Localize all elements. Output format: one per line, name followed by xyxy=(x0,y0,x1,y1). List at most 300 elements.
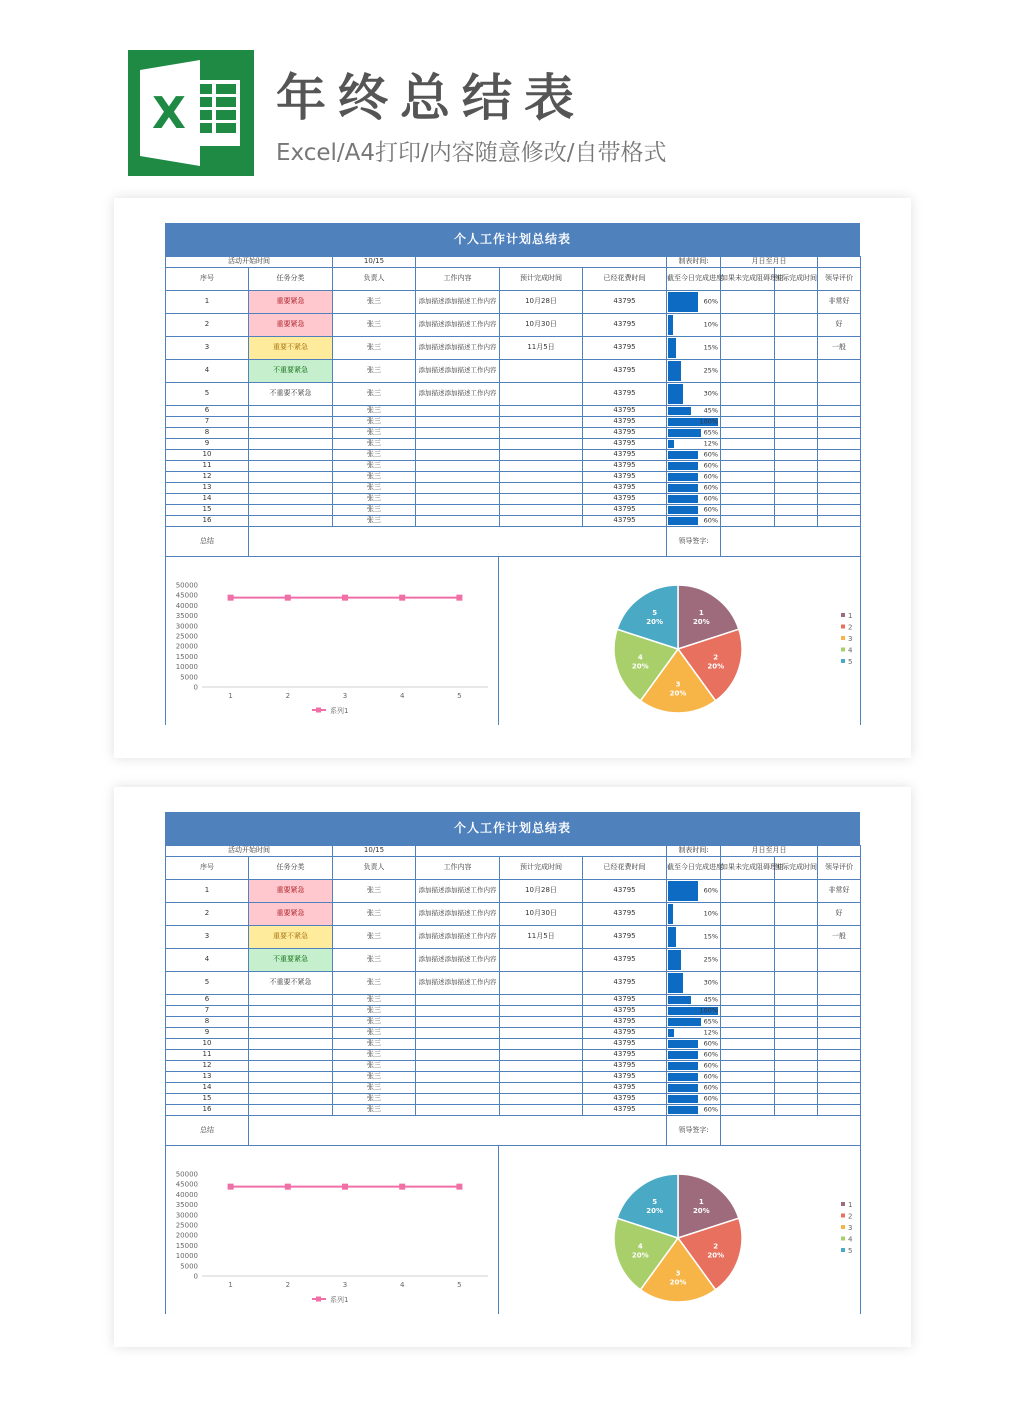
spent-time-cell[interactable]: 43795 xyxy=(583,1061,667,1072)
evaluation-cell[interactable] xyxy=(818,995,861,1006)
evaluation-cell[interactable] xyxy=(818,505,861,516)
column-header[interactable]: 序号 xyxy=(166,857,249,880)
empty-cell[interactable] xyxy=(416,257,667,268)
spent-time-cell[interactable]: 43795 xyxy=(583,972,667,995)
progress-cell[interactable] xyxy=(667,472,721,483)
planned-time-cell[interactable] xyxy=(500,1072,583,1083)
owner-cell[interactable]: 张三 xyxy=(333,1050,416,1061)
progress-cell[interactable] xyxy=(667,483,721,494)
row-number-cell[interactable]: 12 xyxy=(166,472,249,483)
owner-cell[interactable]: 张三 xyxy=(333,516,416,527)
spent-time-cell[interactable]: 43795 xyxy=(583,926,667,949)
category-cell[interactable]: 重要不紧急 xyxy=(249,337,333,360)
spent-time-cell[interactable]: 43795 xyxy=(583,483,667,494)
owner-cell[interactable]: 张三 xyxy=(333,417,416,428)
reason-cell[interactable] xyxy=(721,406,775,417)
content-cell[interactable]: 添加描述添加描述工作内容 xyxy=(416,337,500,360)
row-number-cell[interactable]: 10 xyxy=(166,450,249,461)
planned-time-cell[interactable] xyxy=(500,995,583,1006)
spent-time-cell[interactable]: 43795 xyxy=(583,406,667,417)
category-cell[interactable] xyxy=(249,1105,333,1116)
category-cell[interactable]: 不重要紧急 xyxy=(249,949,333,972)
evaluation-cell[interactable] xyxy=(818,1028,861,1039)
column-header[interactable]: 预计完成时间 xyxy=(500,268,583,291)
evaluation-cell[interactable] xyxy=(818,439,861,450)
category-cell[interactable] xyxy=(249,417,333,428)
reason-cell[interactable] xyxy=(721,1072,775,1083)
row-number-cell[interactable]: 15 xyxy=(166,1094,249,1105)
actual-time-cell[interactable] xyxy=(775,1072,818,1083)
content-cell[interactable]: 添加描述添加描述工作内容 xyxy=(416,880,500,903)
category-cell[interactable] xyxy=(249,1050,333,1061)
owner-cell[interactable]: 张三 xyxy=(333,1028,416,1039)
actual-time-cell[interactable] xyxy=(775,291,818,314)
sign-input[interactable] xyxy=(721,1116,861,1146)
actual-time-cell[interactable] xyxy=(775,406,818,417)
row-number-cell[interactable]: 9 xyxy=(166,1028,249,1039)
actual-time-cell[interactable] xyxy=(775,417,818,428)
content-cell[interactable]: 添加描述添加描述工作内容 xyxy=(416,360,500,383)
row-number-cell[interactable]: 14 xyxy=(166,1083,249,1094)
owner-cell[interactable]: 张三 xyxy=(333,406,416,417)
owner-cell[interactable]: 张三 xyxy=(333,360,416,383)
column-header[interactable]: 如果未完成阻碍理由 xyxy=(721,857,775,880)
start-time-value[interactable]: 10/15 xyxy=(333,257,416,268)
row-number-cell[interactable]: 2 xyxy=(166,314,249,337)
progress-cell[interactable] xyxy=(667,1028,721,1039)
summary-input[interactable] xyxy=(249,1116,667,1146)
row-number-cell[interactable]: 7 xyxy=(166,417,249,428)
reason-cell[interactable] xyxy=(721,926,775,949)
spent-time-cell[interactable]: 43795 xyxy=(583,1017,667,1028)
category-cell[interactable] xyxy=(249,995,333,1006)
evaluation-cell[interactable] xyxy=(818,428,861,439)
spent-time-cell[interactable]: 43795 xyxy=(583,461,667,472)
progress-cell[interactable] xyxy=(667,417,721,428)
progress-cell[interactable] xyxy=(667,1083,721,1094)
evaluation-cell[interactable]: 好 xyxy=(818,314,861,337)
actual-time-cell[interactable] xyxy=(775,880,818,903)
reason-cell[interactable] xyxy=(721,291,775,314)
planned-time-cell[interactable] xyxy=(500,972,583,995)
progress-cell[interactable] xyxy=(667,1006,721,1017)
column-header[interactable]: 领导评价 xyxy=(818,268,861,291)
category-cell[interactable] xyxy=(249,1017,333,1028)
reason-cell[interactable] xyxy=(721,1028,775,1039)
planned-time-cell[interactable] xyxy=(500,417,583,428)
evaluation-cell[interactable] xyxy=(818,1006,861,1017)
progress-cell[interactable] xyxy=(667,461,721,472)
progress-cell[interactable] xyxy=(667,516,721,527)
spent-time-cell[interactable]: 43795 xyxy=(583,450,667,461)
evaluation-cell[interactable] xyxy=(818,1061,861,1072)
actual-time-cell[interactable] xyxy=(775,1105,818,1116)
planned-time-cell[interactable] xyxy=(500,949,583,972)
evaluation-cell[interactable] xyxy=(818,383,861,406)
progress-cell[interactable] xyxy=(667,291,721,314)
actual-time-cell[interactable] xyxy=(775,995,818,1006)
reason-cell[interactable] xyxy=(721,450,775,461)
content-cell[interactable] xyxy=(416,450,500,461)
owner-cell[interactable]: 张三 xyxy=(333,1061,416,1072)
owner-cell[interactable]: 张三 xyxy=(333,926,416,949)
evaluation-cell[interactable] xyxy=(818,1094,861,1105)
actual-time-cell[interactable] xyxy=(775,337,818,360)
owner-cell[interactable]: 张三 xyxy=(333,1094,416,1105)
owner-cell[interactable]: 张三 xyxy=(333,1083,416,1094)
category-cell[interactable] xyxy=(249,1094,333,1105)
planned-time-cell[interactable]: 10月30日 xyxy=(500,314,583,337)
owner-cell[interactable]: 张三 xyxy=(333,483,416,494)
column-header[interactable]: 领导评价 xyxy=(818,857,861,880)
owner-cell[interactable]: 张三 xyxy=(333,337,416,360)
planned-time-cell[interactable] xyxy=(500,516,583,527)
row-number-cell[interactable]: 8 xyxy=(166,428,249,439)
evaluation-cell[interactable] xyxy=(818,494,861,505)
owner-cell[interactable]: 张三 xyxy=(333,472,416,483)
evaluation-cell[interactable]: 非常好 xyxy=(818,291,861,314)
planned-time-cell[interactable] xyxy=(500,505,583,516)
content-cell[interactable] xyxy=(416,505,500,516)
actual-time-cell[interactable] xyxy=(775,903,818,926)
content-cell[interactable]: 添加描述添加描述工作内容 xyxy=(416,972,500,995)
actual-time-cell[interactable] xyxy=(775,516,818,527)
spent-time-cell[interactable]: 43795 xyxy=(583,428,667,439)
planned-time-cell[interactable] xyxy=(500,450,583,461)
category-cell[interactable] xyxy=(249,472,333,483)
owner-cell[interactable]: 张三 xyxy=(333,972,416,995)
content-cell[interactable] xyxy=(416,1017,500,1028)
column-header[interactable]: 如果未完成阻碍理由 xyxy=(721,268,775,291)
category-cell[interactable]: 重要紧急 xyxy=(249,903,333,926)
category-cell[interactable] xyxy=(249,494,333,505)
reason-cell[interactable] xyxy=(721,1061,775,1072)
spent-time-cell[interactable]: 43795 xyxy=(583,360,667,383)
reason-cell[interactable] xyxy=(721,360,775,383)
start-time-label[interactable]: 活动开始时间 xyxy=(166,257,333,268)
evaluation-cell[interactable] xyxy=(818,972,861,995)
progress-cell[interactable] xyxy=(667,383,721,406)
actual-time-cell[interactable] xyxy=(775,1061,818,1072)
actual-time-cell[interactable] xyxy=(775,1028,818,1039)
category-cell[interactable] xyxy=(249,1039,333,1050)
evaluation-cell[interactable] xyxy=(818,461,861,472)
progress-cell[interactable] xyxy=(667,494,721,505)
owner-cell[interactable]: 张三 xyxy=(333,505,416,516)
category-cell[interactable] xyxy=(249,505,333,516)
row-number-cell[interactable]: 16 xyxy=(166,516,249,527)
progress-cell[interactable] xyxy=(667,949,721,972)
planned-time-cell[interactable] xyxy=(500,461,583,472)
progress-cell[interactable] xyxy=(667,903,721,926)
category-cell[interactable]: 重要紧急 xyxy=(249,291,333,314)
owner-cell[interactable]: 张三 xyxy=(333,439,416,450)
owner-cell[interactable]: 张三 xyxy=(333,291,416,314)
owner-cell[interactable]: 张三 xyxy=(333,1039,416,1050)
evaluation-cell[interactable] xyxy=(818,472,861,483)
spent-time-cell[interactable]: 43795 xyxy=(583,903,667,926)
planned-time-cell[interactable] xyxy=(500,1094,583,1105)
actual-time-cell[interactable] xyxy=(775,949,818,972)
evaluation-cell[interactable]: 一般 xyxy=(818,926,861,949)
planned-time-cell[interactable]: 11月5日 xyxy=(500,337,583,360)
category-cell[interactable]: 不重要不紧急 xyxy=(249,972,333,995)
category-cell[interactable] xyxy=(249,461,333,472)
content-cell[interactable] xyxy=(416,439,500,450)
reason-cell[interactable] xyxy=(721,383,775,406)
progress-cell[interactable] xyxy=(667,360,721,383)
owner-cell[interactable]: 张三 xyxy=(333,1017,416,1028)
planned-time-cell[interactable] xyxy=(500,1050,583,1061)
evaluation-cell[interactable] xyxy=(818,450,861,461)
start-time-value[interactable]: 10/15 xyxy=(333,846,416,857)
category-cell[interactable]: 不重要不紧急 xyxy=(249,383,333,406)
reason-cell[interactable] xyxy=(721,995,775,1006)
evaluation-cell[interactable] xyxy=(818,1039,861,1050)
reason-cell[interactable] xyxy=(721,461,775,472)
reason-cell[interactable] xyxy=(721,880,775,903)
spent-time-cell[interactable]: 43795 xyxy=(583,1039,667,1050)
actual-time-cell[interactable] xyxy=(775,494,818,505)
row-number-cell[interactable]: 13 xyxy=(166,1072,249,1083)
planned-time-cell[interactable] xyxy=(500,1083,583,1094)
reason-cell[interactable] xyxy=(721,1105,775,1116)
summary-label[interactable]: 总结 xyxy=(166,1116,249,1146)
actual-time-cell[interactable] xyxy=(775,472,818,483)
planned-time-cell[interactable]: 10月30日 xyxy=(500,903,583,926)
owner-cell[interactable]: 张三 xyxy=(333,383,416,406)
planned-time-cell[interactable] xyxy=(500,1061,583,1072)
category-cell[interactable]: 重要紧急 xyxy=(249,314,333,337)
row-number-cell[interactable]: 3 xyxy=(166,337,249,360)
progress-cell[interactable] xyxy=(667,1072,721,1083)
planned-time-cell[interactable]: 10月28日 xyxy=(500,880,583,903)
planned-time-cell[interactable] xyxy=(500,360,583,383)
owner-cell[interactable]: 张三 xyxy=(333,450,416,461)
spent-time-cell[interactable]: 43795 xyxy=(583,1028,667,1039)
spent-time-cell[interactable]: 43795 xyxy=(583,337,667,360)
reason-cell[interactable] xyxy=(721,1083,775,1094)
actual-time-cell[interactable] xyxy=(775,926,818,949)
category-cell[interactable] xyxy=(249,406,333,417)
empty-cell[interactable] xyxy=(416,846,667,857)
column-header[interactable]: 实际完成时间 xyxy=(775,857,818,880)
category-cell[interactable] xyxy=(249,1061,333,1072)
sign-input[interactable] xyxy=(721,527,861,557)
spent-time-cell[interactable]: 43795 xyxy=(583,383,667,406)
progress-cell[interactable] xyxy=(667,1061,721,1072)
actual-time-cell[interactable] xyxy=(775,439,818,450)
column-header[interactable]: 截至今日完成进度 xyxy=(667,268,721,291)
content-cell[interactable] xyxy=(416,1061,500,1072)
column-header[interactable]: 预计完成时间 xyxy=(500,857,583,880)
column-header[interactable]: 负责人 xyxy=(333,857,416,880)
planned-time-cell[interactable] xyxy=(500,1006,583,1017)
content-cell[interactable] xyxy=(416,494,500,505)
spent-time-cell[interactable]: 43795 xyxy=(583,516,667,527)
category-cell[interactable]: 不重要紧急 xyxy=(249,360,333,383)
evaluation-cell[interactable] xyxy=(818,1017,861,1028)
reason-cell[interactable] xyxy=(721,337,775,360)
spent-time-cell[interactable]: 43795 xyxy=(583,1083,667,1094)
content-cell[interactable] xyxy=(416,483,500,494)
content-cell[interactable] xyxy=(416,516,500,527)
row-number-cell[interactable]: 15 xyxy=(166,505,249,516)
content-cell[interactable] xyxy=(416,1094,500,1105)
actual-time-cell[interactable] xyxy=(775,483,818,494)
evaluation-cell[interactable] xyxy=(818,1083,861,1094)
planned-time-cell[interactable]: 10月28日 xyxy=(500,291,583,314)
evaluation-cell[interactable] xyxy=(818,360,861,383)
actual-time-cell[interactable] xyxy=(775,1083,818,1094)
row-number-cell[interactable]: 7 xyxy=(166,1006,249,1017)
owner-cell[interactable]: 张三 xyxy=(333,314,416,337)
evaluation-cell[interactable] xyxy=(818,516,861,527)
actual-time-cell[interactable] xyxy=(775,1039,818,1050)
spent-time-cell[interactable]: 43795 xyxy=(583,505,667,516)
progress-cell[interactable] xyxy=(667,1050,721,1061)
content-cell[interactable] xyxy=(416,1083,500,1094)
progress-cell[interactable] xyxy=(667,337,721,360)
category-cell[interactable] xyxy=(249,450,333,461)
reason-cell[interactable] xyxy=(721,516,775,527)
row-number-cell[interactable]: 4 xyxy=(166,949,249,972)
row-number-cell[interactable]: 12 xyxy=(166,1061,249,1072)
content-cell[interactable]: 添加描述添加描述工作内容 xyxy=(416,903,500,926)
empty-cell[interactable] xyxy=(818,846,861,857)
planned-time-cell[interactable] xyxy=(500,1105,583,1116)
column-header[interactable]: 已经花费时间 xyxy=(583,268,667,291)
category-cell[interactable] xyxy=(249,483,333,494)
column-header[interactable]: 已经花费时间 xyxy=(583,857,667,880)
category-cell[interactable] xyxy=(249,1083,333,1094)
evaluation-cell[interactable]: 好 xyxy=(818,903,861,926)
category-cell[interactable]: 重要紧急 xyxy=(249,880,333,903)
planned-time-cell[interactable] xyxy=(500,428,583,439)
spent-time-cell[interactable]: 43795 xyxy=(583,314,667,337)
evaluation-cell[interactable] xyxy=(818,406,861,417)
progress-cell[interactable] xyxy=(667,1094,721,1105)
row-number-cell[interactable]: 2 xyxy=(166,903,249,926)
planned-time-cell[interactable] xyxy=(500,1017,583,1028)
content-cell[interactable] xyxy=(416,1006,500,1017)
content-cell[interactable] xyxy=(416,461,500,472)
row-number-cell[interactable]: 6 xyxy=(166,995,249,1006)
spent-time-cell[interactable]: 43795 xyxy=(583,880,667,903)
category-cell[interactable] xyxy=(249,1072,333,1083)
content-cell[interactable] xyxy=(416,472,500,483)
progress-cell[interactable] xyxy=(667,880,721,903)
row-number-cell[interactable]: 11 xyxy=(166,1050,249,1061)
content-cell[interactable]: 添加描述添加描述工作内容 xyxy=(416,926,500,949)
content-cell[interactable] xyxy=(416,1039,500,1050)
spent-time-cell[interactable]: 43795 xyxy=(583,417,667,428)
reason-cell[interactable] xyxy=(721,483,775,494)
content-cell[interactable] xyxy=(416,406,500,417)
reason-cell[interactable] xyxy=(721,972,775,995)
reason-cell[interactable] xyxy=(721,472,775,483)
spent-time-cell[interactable]: 43795 xyxy=(583,949,667,972)
spent-time-cell[interactable]: 43795 xyxy=(583,995,667,1006)
reason-cell[interactable] xyxy=(721,428,775,439)
planned-time-cell[interactable] xyxy=(500,483,583,494)
reason-cell[interactable] xyxy=(721,1006,775,1017)
spent-time-cell[interactable]: 43795 xyxy=(583,1072,667,1083)
category-cell[interactable] xyxy=(249,439,333,450)
progress-cell[interactable] xyxy=(667,1039,721,1050)
column-header[interactable]: 序号 xyxy=(166,268,249,291)
reason-cell[interactable] xyxy=(721,1094,775,1105)
owner-cell[interactable]: 张三 xyxy=(333,428,416,439)
evaluation-cell[interactable] xyxy=(818,949,861,972)
row-number-cell[interactable]: 8 xyxy=(166,1017,249,1028)
reason-cell[interactable] xyxy=(721,417,775,428)
row-number-cell[interactable]: 5 xyxy=(166,972,249,995)
actual-time-cell[interactable] xyxy=(775,1017,818,1028)
actual-time-cell[interactable] xyxy=(775,461,818,472)
column-header[interactable]: 负责人 xyxy=(333,268,416,291)
spent-time-cell[interactable]: 43795 xyxy=(583,291,667,314)
content-cell[interactable] xyxy=(416,428,500,439)
empty-cell[interactable] xyxy=(818,257,861,268)
sign-label[interactable]: 领导签字: xyxy=(667,1116,721,1146)
progress-cell[interactable] xyxy=(667,314,721,337)
planned-time-cell[interactable] xyxy=(500,472,583,483)
progress-cell[interactable] xyxy=(667,428,721,439)
progress-cell[interactable] xyxy=(667,972,721,995)
planned-time-cell[interactable]: 11月5日 xyxy=(500,926,583,949)
column-header[interactable]: 任务分类 xyxy=(249,268,333,291)
owner-cell[interactable]: 张三 xyxy=(333,995,416,1006)
evaluation-cell[interactable]: 一般 xyxy=(818,337,861,360)
spent-time-cell[interactable]: 43795 xyxy=(583,494,667,505)
reason-cell[interactable] xyxy=(721,494,775,505)
planned-time-cell[interactable] xyxy=(500,494,583,505)
row-number-cell[interactable]: 9 xyxy=(166,439,249,450)
made-time-label[interactable]: 制表时间: xyxy=(667,257,721,268)
category-cell[interactable]: 重要不紧急 xyxy=(249,926,333,949)
content-cell[interactable] xyxy=(416,1072,500,1083)
row-number-cell[interactable]: 14 xyxy=(166,494,249,505)
spent-time-cell[interactable]: 43795 xyxy=(583,1006,667,1017)
planned-time-cell[interactable] xyxy=(500,1039,583,1050)
column-header[interactable]: 工作内容 xyxy=(416,268,500,291)
category-cell[interactable] xyxy=(249,516,333,527)
actual-time-cell[interactable] xyxy=(775,314,818,337)
actual-time-cell[interactable] xyxy=(775,360,818,383)
reason-cell[interactable] xyxy=(721,439,775,450)
reason-cell[interactable] xyxy=(721,505,775,516)
planned-time-cell[interactable] xyxy=(500,1028,583,1039)
owner-cell[interactable]: 张三 xyxy=(333,494,416,505)
column-header[interactable]: 工作内容 xyxy=(416,857,500,880)
actual-time-cell[interactable] xyxy=(775,428,818,439)
column-header[interactable]: 截至今日完成进度 xyxy=(667,857,721,880)
reason-cell[interactable] xyxy=(721,1017,775,1028)
planned-time-cell[interactable] xyxy=(500,439,583,450)
summary-input[interactable] xyxy=(249,527,667,557)
progress-cell[interactable] xyxy=(667,450,721,461)
reason-cell[interactable] xyxy=(721,314,775,337)
row-number-cell[interactable]: 1 xyxy=(166,291,249,314)
summary-label[interactable]: 总结 xyxy=(166,527,249,557)
made-time-value[interactable]: 月日至月日 xyxy=(721,846,818,857)
content-cell[interactable] xyxy=(416,1105,500,1116)
actual-time-cell[interactable] xyxy=(775,450,818,461)
content-cell[interactable] xyxy=(416,1028,500,1039)
made-time-label[interactable]: 制表时间: xyxy=(667,846,721,857)
spent-time-cell[interactable]: 43795 xyxy=(583,472,667,483)
